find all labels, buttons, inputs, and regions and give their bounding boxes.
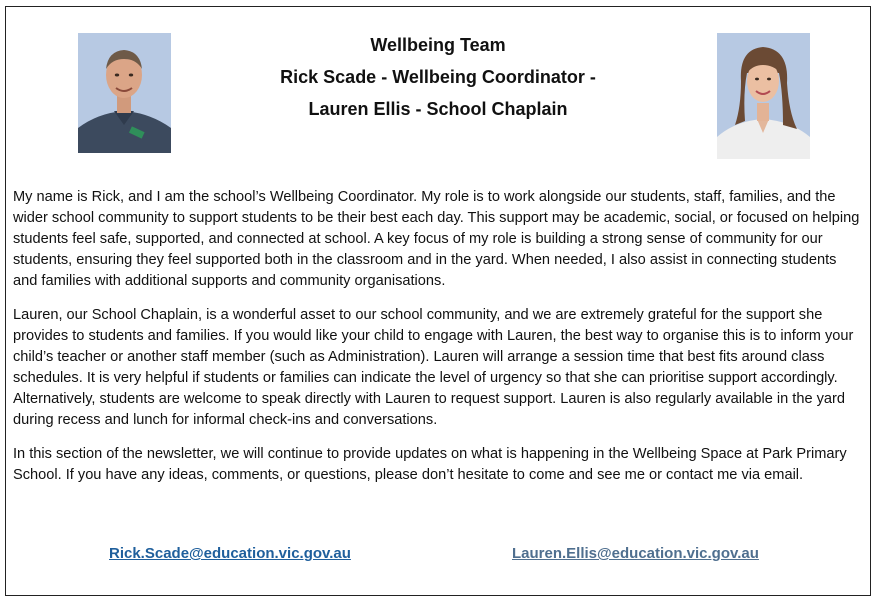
coordinator-heading: Rick Scade - Wellbeing Coordinator - [280,67,596,87]
rick-email-link[interactable]: Rick.Scade@education.vic.gov.au [109,545,351,562]
newsletter-panel [5,6,871,596]
page-title: Wellbeing Team [370,35,506,55]
paragraph-rick-intro: My name is Rick, and I am the school’s Wellbeing Coordinator. My role is to work alongside our students, staff, families, and the wider school community to support students to be their best each day. This support may be academic, social, or focused on helping students feel safe, supported, and connected at school. A key focus of my role is building a strong sense of community for our students, ensuring they feel supported both in the classroom and in the yard. When needed, I also assist in connecting students and families with additional supports and community organisations. [13,189,860,289]
title-block [6,29,870,125]
paragraph-lauren-intro: Lauren, our School Chaplain, is a wonderful asset to our school community, and we are extremely grateful for the support she provides to students and families. If you would like your child to engage with Lauren, the best way to organise this is to inform your child’s teacher or another staff member (such as Administration). Lauren will arrange a session time that best fits around class schedules. It is very helpful if students or families can indicate the level of urgency so that she can prioritise support accordingly. Alternatively, students are welcome to speak directly with Lauren to request support. Lauren is also regularly available in the yard during recess and lunch for informal check-ins and conversations. [13,307,854,428]
chaplain-heading: Lauren Ellis - School Chaplain [308,99,568,119]
lauren-email-link[interactable]: Lauren.Ellis@education.vic.gov.au [512,545,759,562]
article-body [13,187,863,499]
paragraph-newsletter-updates: In this section of the newsletter, we will continue to provide updates on what is happening in the Wellbeing Space at Park Primary School. If you have any ideas, comments, or questions, please don’t hesitate to come and see me or contact me via email. [13,446,847,483]
contact-emails [6,545,870,569]
